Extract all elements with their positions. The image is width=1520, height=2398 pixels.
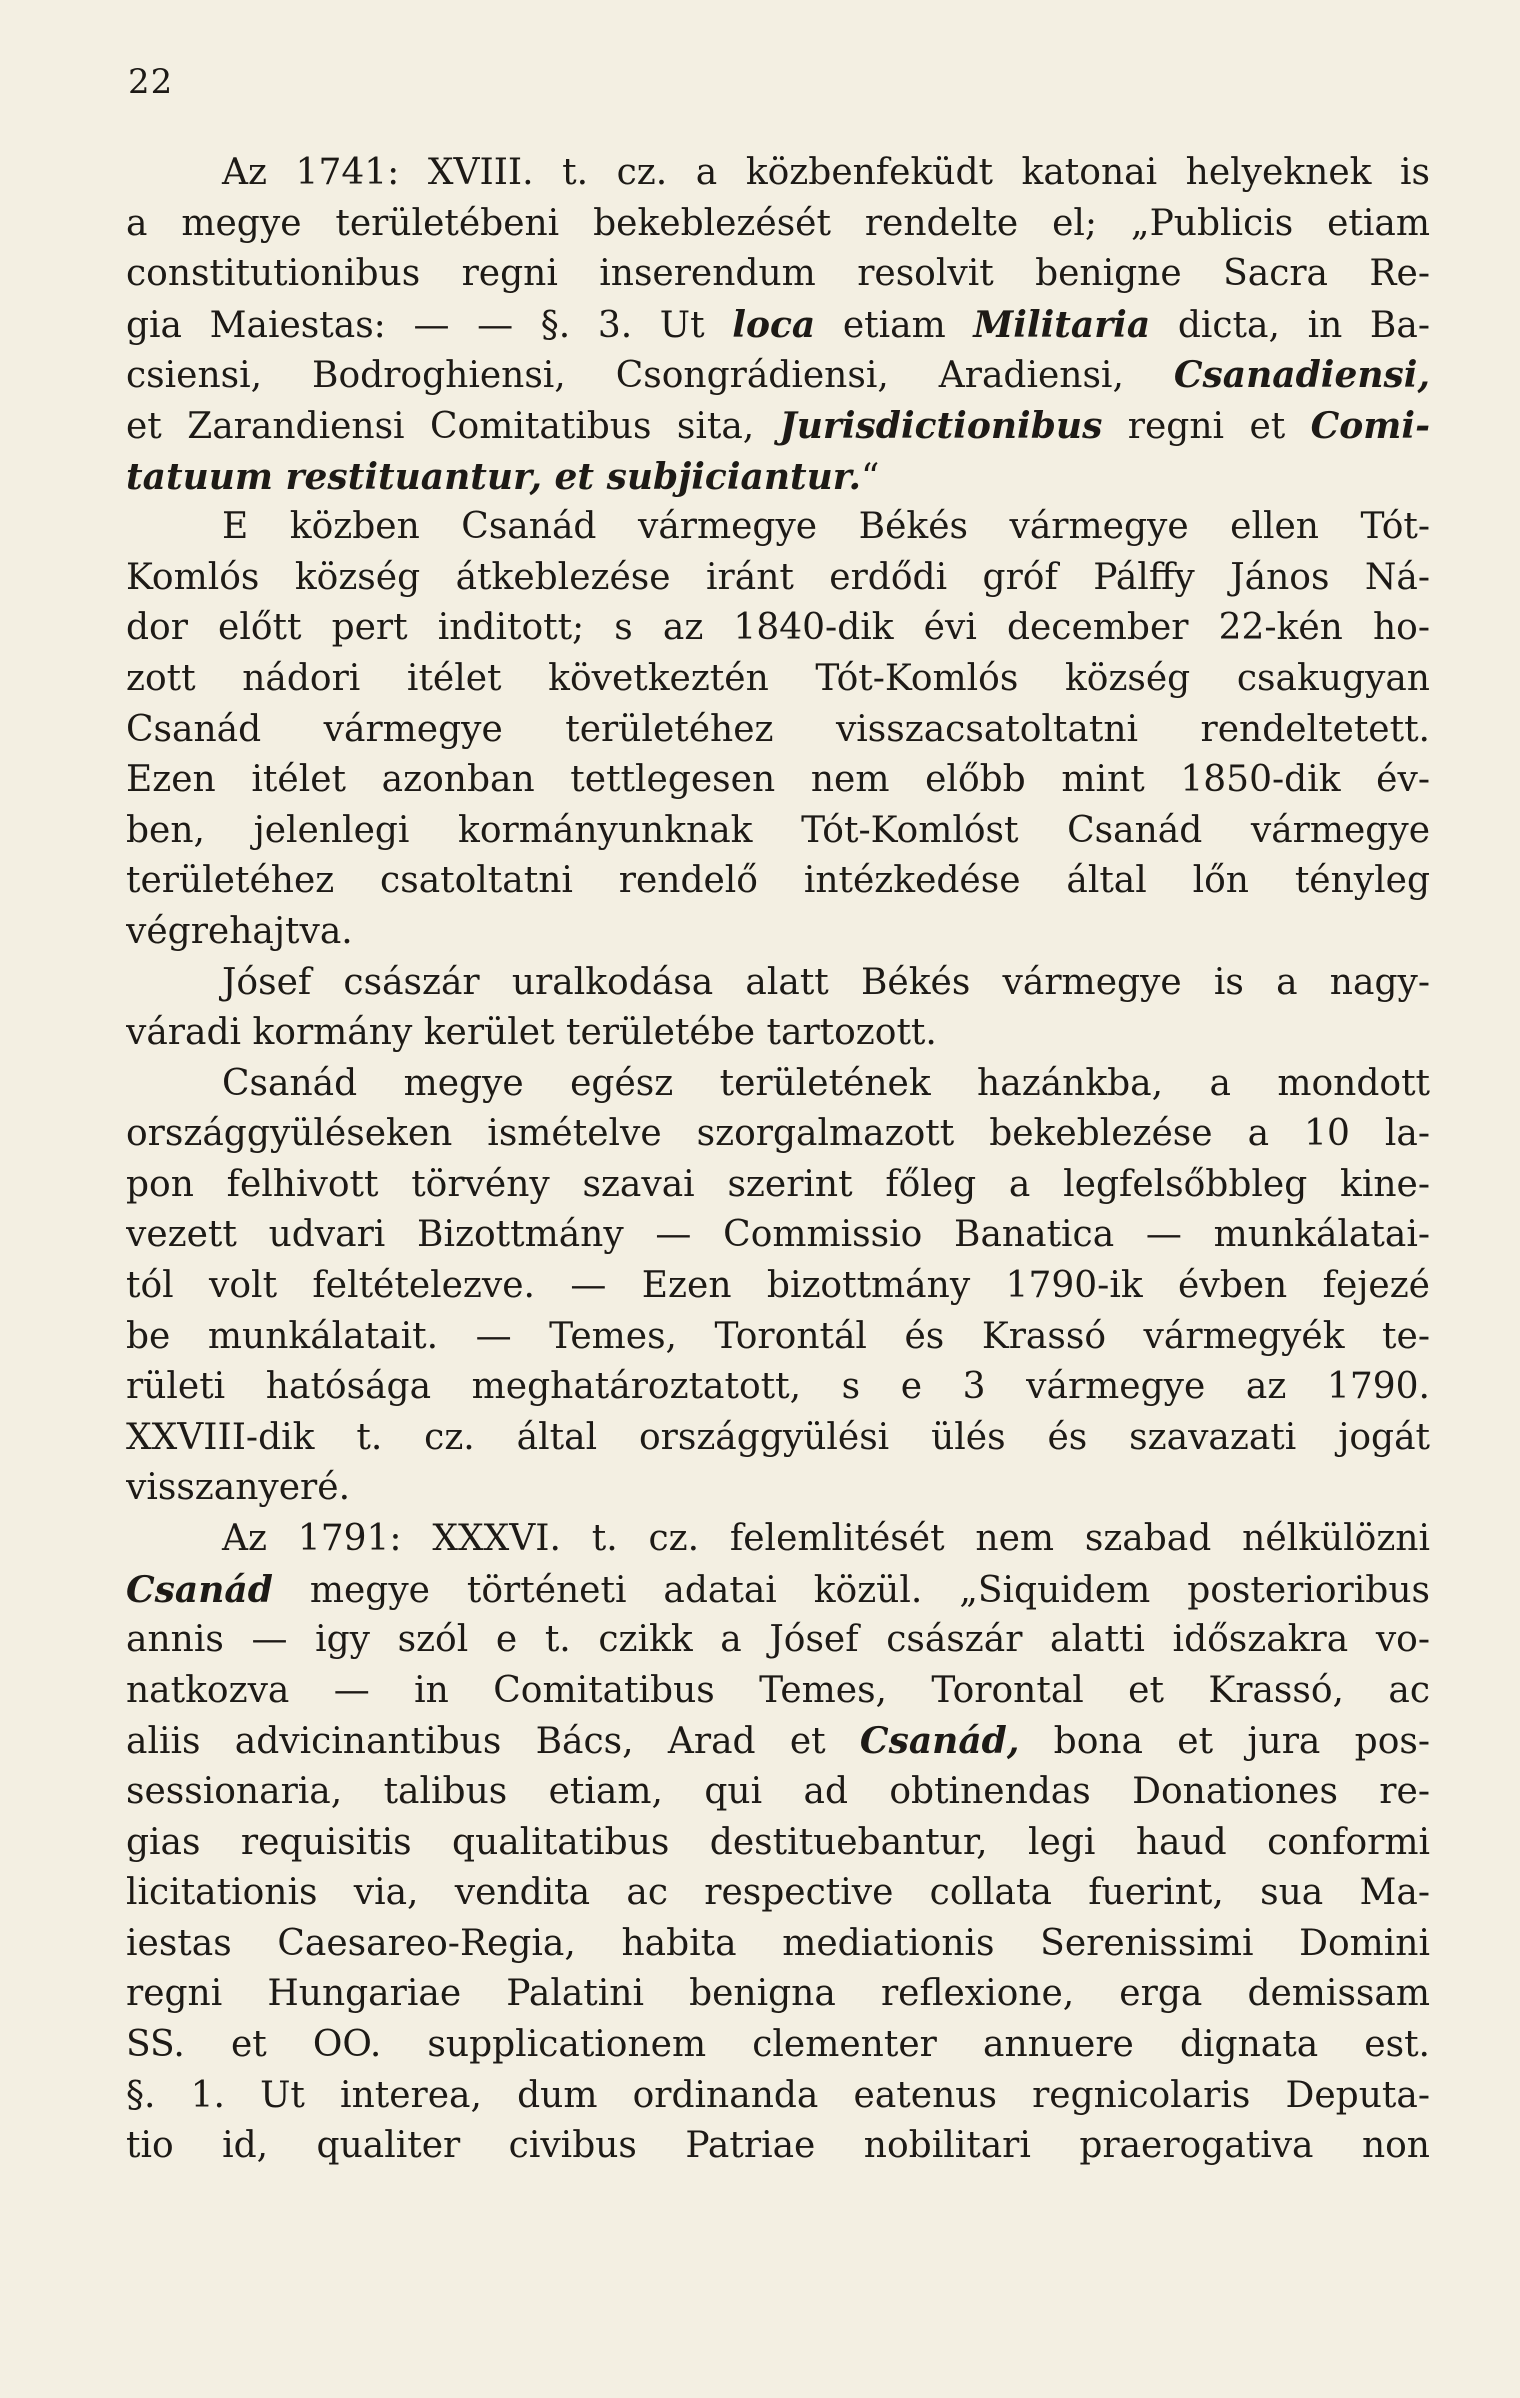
text-segment: be munkálatait. — Temes, Torontál és Krassó vármegyék te- xyxy=(126,1315,1430,1357)
text-line xyxy=(126,806,1430,857)
text-line xyxy=(126,1818,1430,1869)
text-segment: vezett udvari Bizottmány — Commissio Banatica — munkálatai- xyxy=(126,1214,1430,1256)
text-line xyxy=(126,1716,1430,1767)
text-segment: a megye területébeni bekeblezését rendelte el; „Publicis etiam xyxy=(126,202,1430,244)
text-segment: megye történeti adatai közül. „Siquidem posterioribus xyxy=(272,1569,1430,1611)
text-segment: ben, jelenlegi kormányunknak Tót-Komlóst Csanád vármegye xyxy=(126,809,1430,851)
italic-text-segment: Csanád, xyxy=(859,1720,1020,1763)
text-line xyxy=(126,1969,1430,2020)
italic-text-segment: loca xyxy=(732,303,816,346)
text-segment: zott nádori itélet következtén Tót-Komlós község csakugyan xyxy=(126,657,1430,699)
text-line xyxy=(126,1059,1430,1110)
text-segment: csiensi, Bodroghiensi, Csongrádiensi, Aradiensi, xyxy=(126,355,1174,397)
text-line xyxy=(126,1514,1430,1565)
text-line xyxy=(126,1463,1430,1514)
text-line xyxy=(126,1868,1430,1919)
text-line xyxy=(126,1666,1430,1717)
text-line xyxy=(126,1413,1430,1464)
text-segment: gias requisitis qualitatibus destituebantur, legi haud conformi xyxy=(126,1821,1430,1863)
text-segment: licitationis via, vendita ac respective collata fuerint, sua Ma- xyxy=(126,1872,1430,1914)
text-segment: Az 1741: XVIII. t. cz. a közbenfeküdt katonai helyeknek is xyxy=(222,152,1430,193)
text-segment: “ xyxy=(861,456,880,498)
text-segment: országgyüléseken ismételve szorgalmazott bekeblezése a 10 la- xyxy=(126,1113,1430,1155)
italic-text-segment: Csanadiensi, xyxy=(1173,354,1430,397)
text-segment: váradi kormány kerület területébe tartozott. xyxy=(126,1012,937,1054)
italic-text-segment: Jurisdictionibus xyxy=(779,404,1103,447)
text-line xyxy=(126,1565,1430,1616)
text-segment: SS. et OO. supplicationem clementer annuere dignata est. xyxy=(126,2023,1430,2065)
text-line xyxy=(126,199,1430,250)
text-line xyxy=(126,1767,1430,1818)
text-line xyxy=(126,148,1430,199)
text-line xyxy=(126,1109,1430,1160)
text-line xyxy=(126,755,1430,806)
text-segment: Csanád megye egész területének hazánkba, a mondott xyxy=(222,1062,1430,1104)
text-segment: Az 1791: XXXVI. t. cz. felemlitését nem szabad nélkülözni xyxy=(222,1518,1430,1560)
text-line xyxy=(126,958,1430,1009)
text-segment: etiam xyxy=(815,304,974,346)
text-segment: pon felhivott törvény szavai szerint főleg a legfelsőbbleg kine- xyxy=(126,1163,1430,1205)
text-line xyxy=(126,1615,1430,1666)
body-text xyxy=(126,148,1430,2172)
text-segment: végrehajtva. xyxy=(126,910,353,952)
text-line xyxy=(126,249,1430,300)
text-line xyxy=(126,2020,1430,2071)
text-line xyxy=(126,1919,1430,1970)
text-line xyxy=(126,2121,1430,2172)
text-segment: Csanád vármegye területéhez visszacsatoltatni rendeltetett. xyxy=(126,708,1430,750)
text-line xyxy=(126,502,1430,553)
text-line xyxy=(126,907,1430,958)
text-segment: §. 1. Ut interea, dum ordinanda eatenus regnicolaris Deputa- xyxy=(126,2074,1430,2116)
text-segment: E közben Csanád vármegye Békés vármegye ellen Tót- xyxy=(222,506,1430,548)
text-line xyxy=(126,401,1430,452)
text-segment: gia Maiestas: — — §. 3. Ut xyxy=(126,304,733,346)
text-segment: bona et jura pos- xyxy=(1019,1721,1430,1763)
text-line xyxy=(126,1362,1430,1413)
italic-text-segment: Militaria xyxy=(973,303,1151,346)
text-line xyxy=(126,705,1430,756)
text-segment: tól volt feltételezve. — Ezen bizottmány 1790-ik évben fejezé xyxy=(126,1265,1430,1307)
text-segment: Ezen itélet azonban tettlegesen nem előbb mint 1850-dik év- xyxy=(126,759,1430,801)
text-line xyxy=(126,1160,1430,1211)
text-segment: rületi hatósága meghatároztatott, s e 3 vármegye az 1790. xyxy=(126,1366,1430,1408)
text-segment: Komlós község átkeblezése iránt erdődi gróf Pálffy János Ná- xyxy=(126,556,1430,598)
text-segment: tio id, qualiter civibus Patriae nobilitari praerogativa non xyxy=(126,2125,1430,2167)
text-segment: területéhez csatoltatni rendelő intézkedése által lőn tényleg xyxy=(126,860,1430,902)
text-line xyxy=(126,1210,1430,1261)
text-line xyxy=(126,300,1430,351)
text-line xyxy=(126,603,1430,654)
text-segment: Jósef császár uralkodása alatt Békés vármegye is a nagy- xyxy=(222,961,1430,1003)
text-segment: constitutionibus regni inserendum resolvit benigne Sacra Re- xyxy=(126,253,1430,295)
text-segment: sessionaria, talibus etiam, qui ad obtinendas Donationes re- xyxy=(126,1771,1430,1812)
italic-text-segment: tatuum restituantur, et subjiciantur. xyxy=(126,455,861,498)
text-line xyxy=(126,2071,1430,2122)
text-segment: regni et xyxy=(1102,405,1311,447)
text-line xyxy=(126,654,1430,705)
text-segment: visszanyeré. xyxy=(126,1467,351,1509)
italic-text-segment: Comi- xyxy=(1310,404,1430,447)
text-segment: iestas Caesareo-Regia, habita mediationis Serenissimi Domini xyxy=(126,1922,1430,1964)
text-segment: annis — igy szól e t. czikk a Jósef császár alatti időszakra vo- xyxy=(126,1619,1430,1661)
text-segment: dicta, in Ba- xyxy=(1150,304,1430,346)
text-segment: aliis advicinantibus Bács, Arad et xyxy=(126,1721,860,1763)
text-segment: regni Hungariae Palatini benigna reflexione, erga demissam xyxy=(126,1973,1430,2015)
text-line xyxy=(126,1261,1430,1312)
text-line xyxy=(126,452,1430,503)
text-line xyxy=(126,856,1430,907)
text-line xyxy=(126,1008,1430,1059)
text-segment: XXVIII-dik t. cz. által országgyülési ülés és szavazati jogát xyxy=(126,1416,1430,1458)
italic-text-segment: Csanád xyxy=(126,1568,273,1611)
text-line xyxy=(126,1312,1430,1363)
text-segment: et Zarandiensi Comitatibus sita, xyxy=(126,405,780,447)
text-line xyxy=(126,553,1430,604)
text-segment: dor előtt pert inditott; s az 1840-dik évi december 22-kén ho- xyxy=(126,607,1430,649)
text-line xyxy=(126,350,1430,401)
text-segment: natkozva — in Comitatibus Temes, Torontal et Krassó, ac xyxy=(126,1669,1430,1711)
page-number: 22 xyxy=(128,62,174,102)
